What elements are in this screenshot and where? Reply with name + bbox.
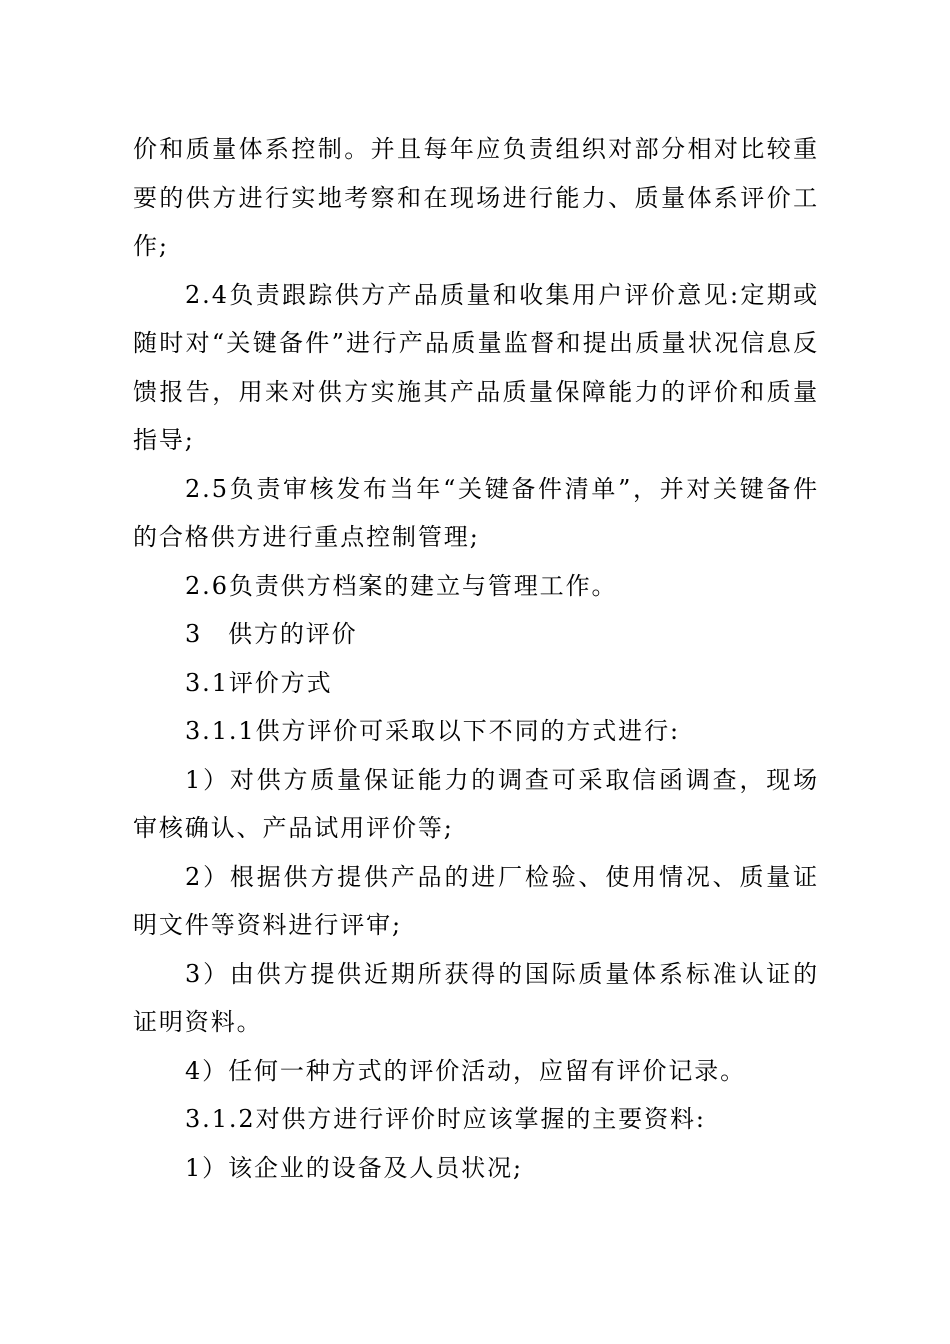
paragraph-3-1-2: 3.1.2对供方进行评价时应该掌握的主要资料:: [185, 1105, 706, 1133]
paragraph-2-6: 2.6负责供方档案的建立与管理工作。: [185, 571, 618, 600]
section-heading-3: 3 供方的评价: [185, 620, 358, 648]
section-heading-3-1: 3.1评价方式: [185, 668, 333, 697]
paragraph-quality-control: 价和质量体系控制。并且每年应负责组织对部分相对比较重要的供方进行实地考察和在现场进行能力、质量体系评价工作;: [133, 135, 819, 260]
list-item-4: 4）任何一种方式的评价活动，应留有评价记录。: [185, 1056, 747, 1085]
paragraph-3-1-1: 3.1.1供方评价可采取以下不同的方式进行:: [185, 717, 680, 745]
paragraph-2-5: 2.5负责审核发布当年“关键备件清单”，并对关键备件的合格供方进行重点控制管理;: [133, 474, 819, 551]
list-item-3: 3）由供方提供近期所获得的国际质量体系标准认证的证明资料。: [133, 959, 819, 1036]
paragraph-2-4: 2.4负责跟踪供方产品质量和收集用户评价意见:定期或随时对“关键备件”进行产品质量监督和提出质量状况信息反馈报告，用来对供方实施其产品质量保障能力的评价和质量指导;: [133, 280, 819, 454]
document-body: [133, 125, 819, 1192]
list-item-1: 1）对供方质量保证能力的调查可采取信函调查，现场审核确认、产品试用评价等;: [133, 765, 819, 842]
list-item-2: 2）根据供方提供产品的进厂检验、使用情况、质量证明文件等资料进行评审;: [133, 862, 819, 939]
list-item-equipment: 1）该企业的设备及人员状况;: [185, 1153, 523, 1182]
